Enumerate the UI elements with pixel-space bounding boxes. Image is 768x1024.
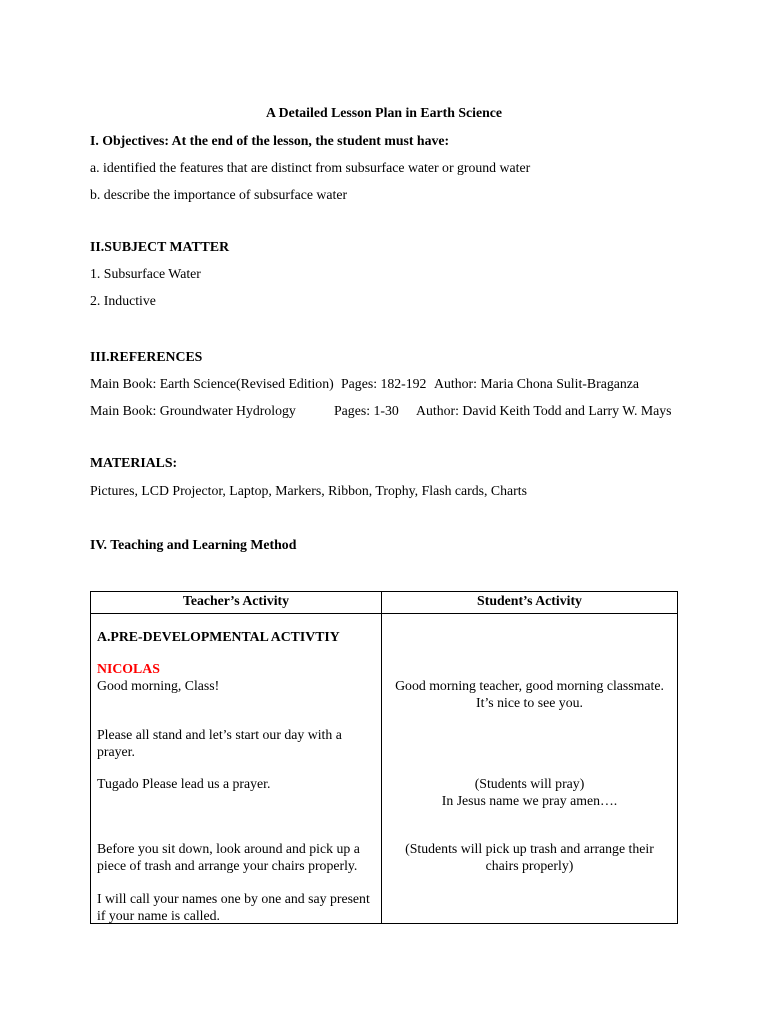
speaker-name: NICOLAS — [97, 661, 160, 676]
section-title: A.PRE-DEVELOPMENTAL ACTIVTIY — [97, 629, 340, 644]
student-response — [391, 776, 668, 809]
student-response-line: (Students will pray) — [474, 776, 585, 791]
teacher-activity-header: Teacher’s Activity — [91, 592, 382, 613]
subject-matter-item: 2. Inductive — [90, 293, 156, 308]
student-response-line: In Jesus name we pray amen…. — [441, 792, 618, 808]
objectives-heading: I. Objectives: At the end of the lesson, the student must have: — [90, 133, 450, 148]
student-response-line: It’s nice to see you. — [476, 694, 583, 710]
objective-item: b. describe the importance of subsurface water — [90, 187, 348, 202]
teacher-line: Tugado Please lead us a prayer. — [97, 776, 271, 791]
subject-matter-heading: II.SUBJECT MATTER — [90, 239, 230, 254]
reference-author: Author: David Keith Todd and Larry W. Mays — [416, 403, 672, 418]
reference-book: Main Book: Earth Science(Revised Edition) — [90, 376, 334, 391]
teacher-line: Before you sit down, look around and pick up a piece of trash and arrange your chairs properly. — [97, 841, 360, 873]
teacher-line: Good morning, Class! — [97, 678, 220, 693]
reference-pages: Pages: 1-30 — [334, 403, 399, 418]
references-heading: III.REFERENCES — [90, 349, 203, 364]
reference-author: Author: Maria Chona Sulit-Braganza — [434, 376, 639, 391]
document-title: A Detailed Lesson Plan in Earth Science — [265, 105, 503, 120]
materials-list: Pictures, LCD Projector, Laptop, Markers, Ribbon, Trophy, Flash cards, Charts — [90, 483, 527, 498]
materials-heading: MATERIALS: — [90, 455, 178, 470]
reference-book: Main Book: Groundwater Hydrology — [90, 403, 296, 418]
teacher-line: I will call your names one by one and say present if your name is called. — [97, 891, 370, 923]
student-activity-header: Student’s Activity — [477, 593, 582, 608]
student-response — [391, 678, 668, 711]
objective-item: a. identified the features that are distinct from subsurface water or ground water — [90, 160, 531, 175]
teacher-line: Please all stand and let’s start our day with a prayer. — [97, 727, 342, 759]
reference-pages: Pages: 182-192 — [341, 376, 427, 391]
table-header-row — [91, 592, 677, 614]
student-activity-cell — [382, 614, 677, 923]
reference-entry — [0, 403, 768, 419]
student-response-line: Good morning teacher, good morning classmate. — [395, 678, 664, 693]
subject-matter-item: 1. Subsurface Water — [90, 266, 201, 281]
activity-table — [90, 591, 678, 924]
student-response: (Students will pick up trash and arrange their chairs properly) — [405, 841, 654, 873]
method-heading: IV. Teaching and Learning Method — [90, 537, 297, 552]
reference-entry — [0, 376, 768, 392]
teacher-activity-cell — [91, 614, 382, 923]
